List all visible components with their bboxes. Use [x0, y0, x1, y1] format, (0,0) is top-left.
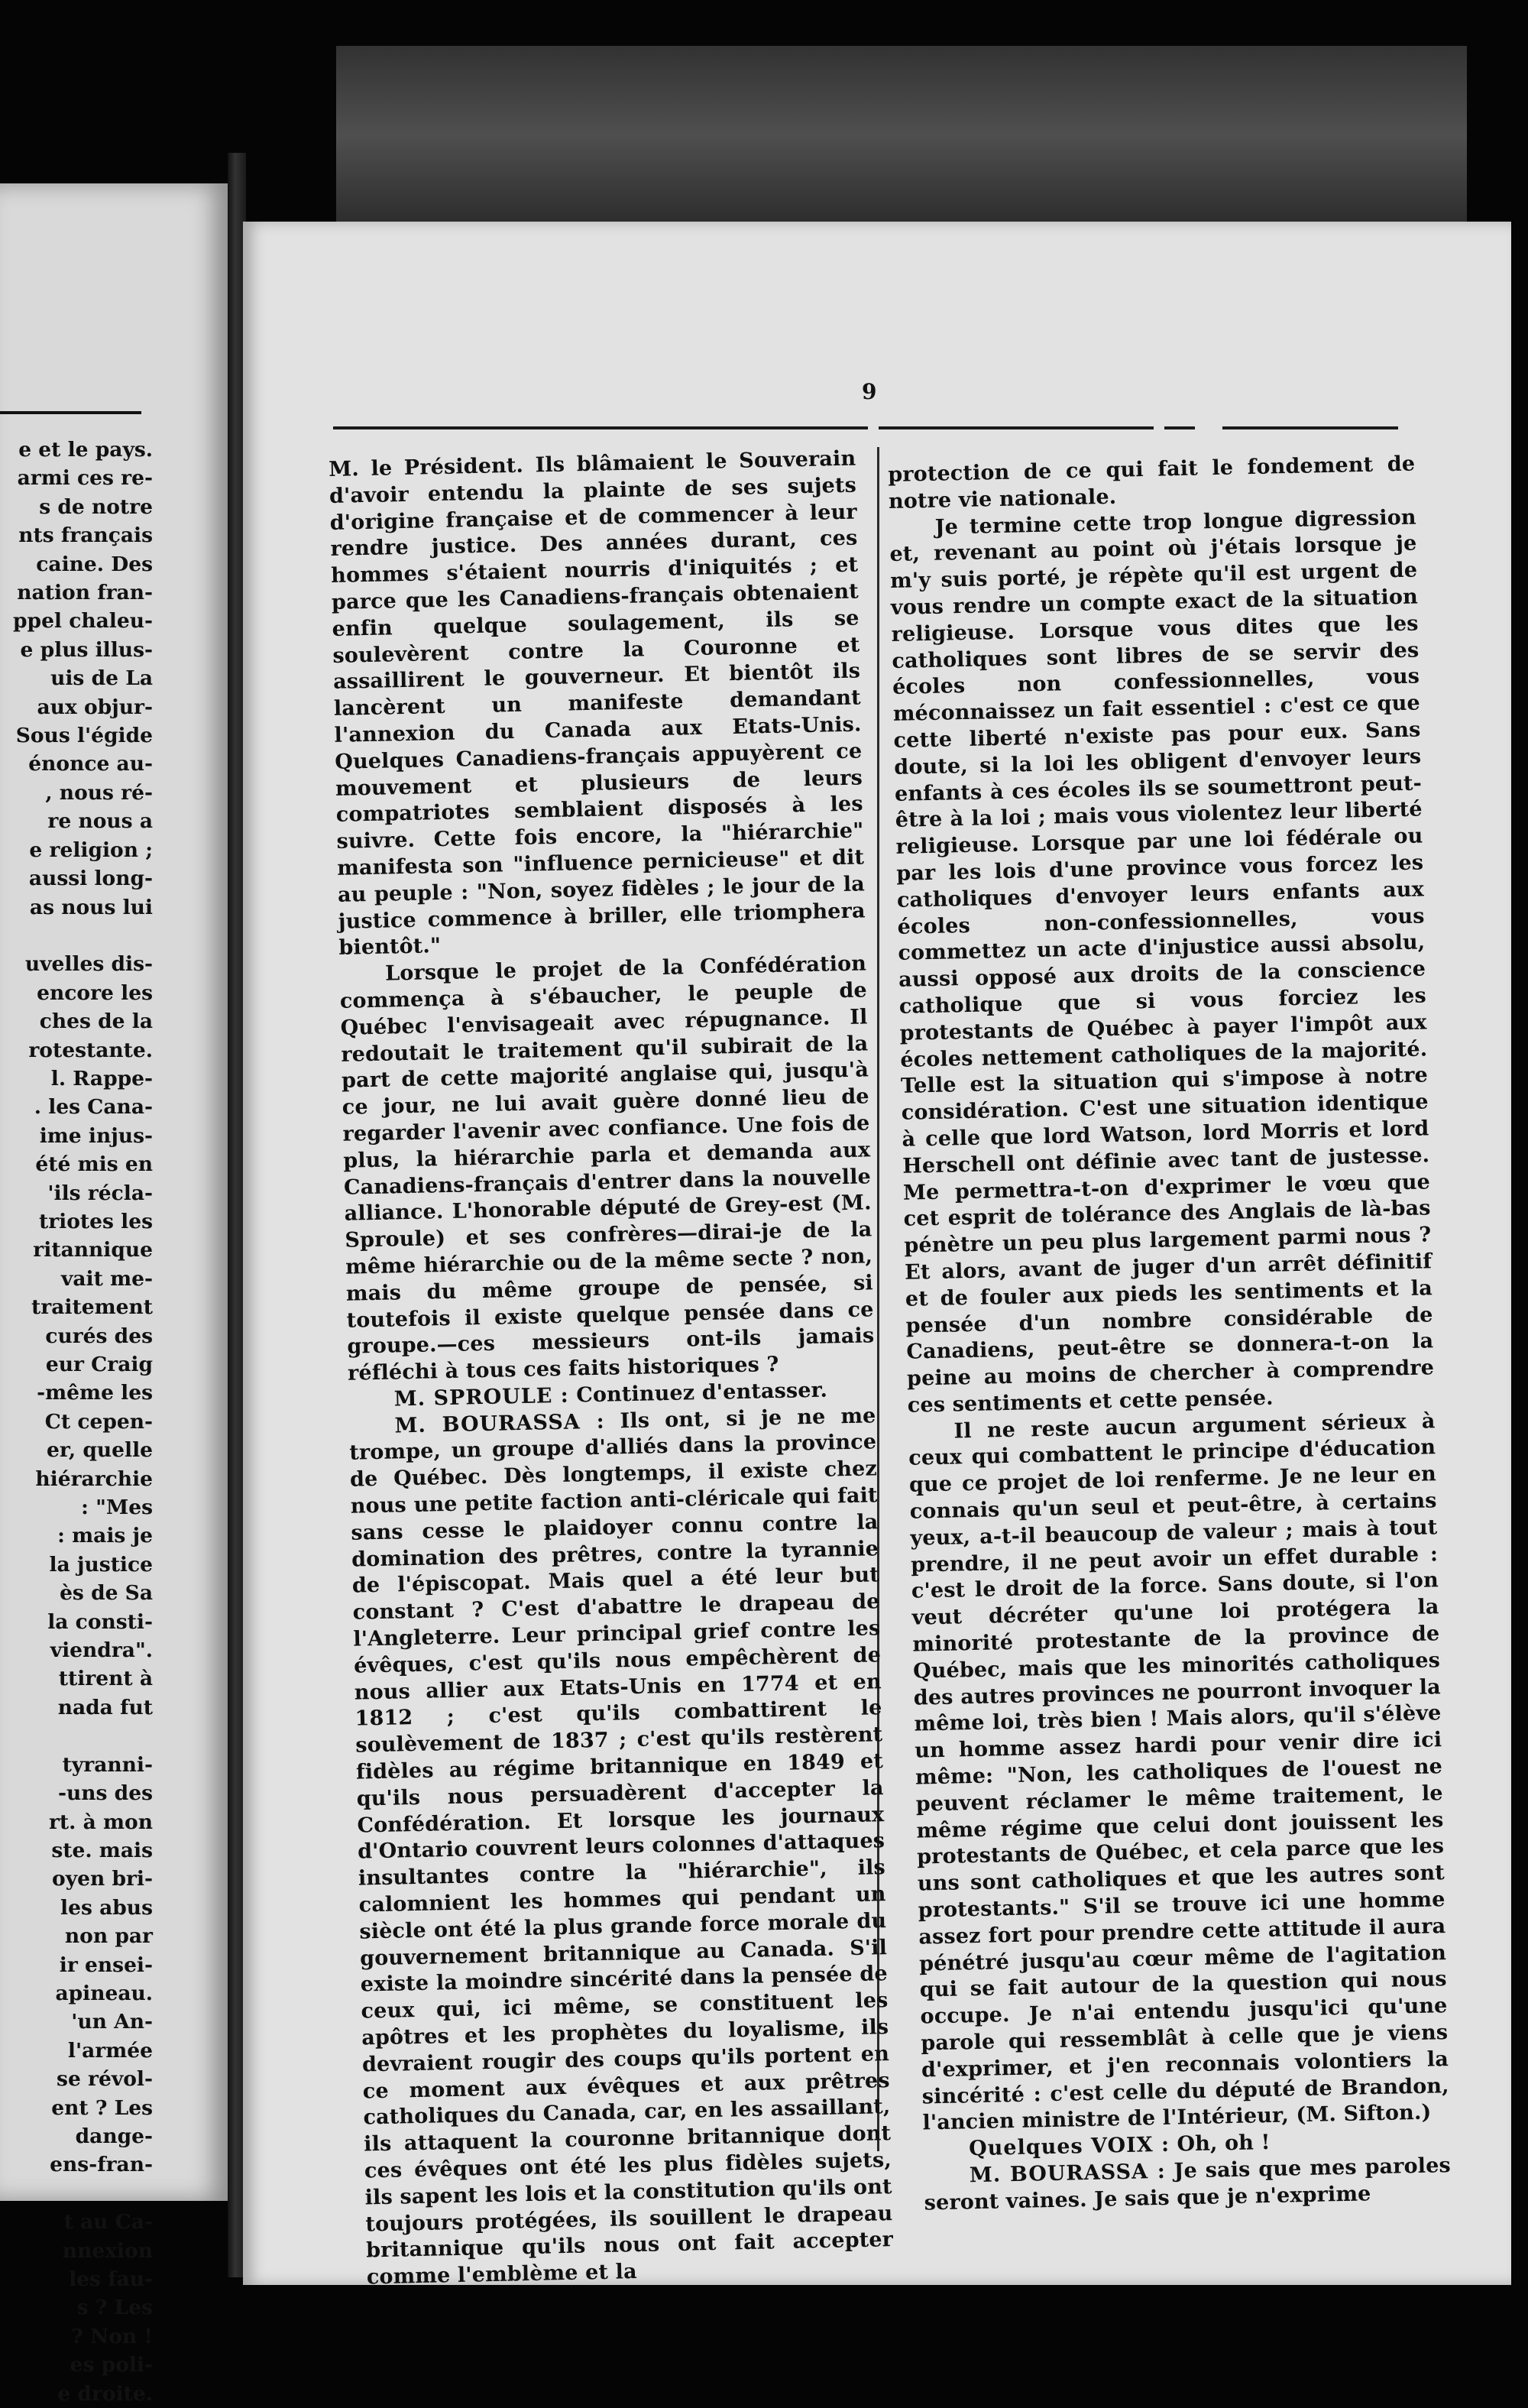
speech-paragraph: [924, 2153, 1452, 2217]
previous-page-line: ches de la: [39, 1010, 153, 1034]
previous-page-line: énonce au-: [28, 752, 153, 776]
previous-page-line: ès de Sa: [60, 1581, 153, 1606]
previous-page-line: [0, 1722, 153, 1750]
previous-page-line: uis de La: [50, 666, 153, 691]
previous-page-line: encore les: [37, 980, 153, 1005]
previous-page-line: uvelles dis-: [24, 952, 153, 977]
left-column: [329, 446, 894, 2292]
previous-page-line: -même les: [37, 1381, 153, 1405]
previous-page-line: la justice: [49, 1552, 153, 1577]
previous-page-line: traitement: [31, 1295, 153, 1320]
previous-page-line: es poli-: [70, 2353, 153, 2377]
previous-page-line: l. Rappe-: [50, 1066, 153, 1091]
previous-page-line: triotes les: [38, 1209, 153, 1233]
previous-page-line: 'ils récla-: [47, 1181, 153, 1205]
speaker-name: M. SPROULE :: [393, 1383, 570, 1411]
previous-page-line: apineau.: [55, 1981, 153, 2005]
previous-page-line: rt. à mon: [48, 1810, 153, 1834]
previous-page-line: ? Non !: [71, 2324, 153, 2348]
previous-page-line: aussi long-: [28, 867, 153, 891]
previous-page-line: nnexion: [62, 2238, 153, 2263]
speaker-name: M. BOURASSA :: [394, 1409, 605, 1438]
previous-page-line: , nous ré-: [45, 780, 153, 805]
paragraph: protection de ce qui fait le fondement de notre vie nationale.: [888, 452, 1416, 514]
previous-page-line: Sous l'égide: [15, 724, 153, 748]
previous-page-line: ttirent à: [58, 1667, 153, 1691]
paragraph: M. le Président. Ils blâmaient le Souverain d'avoir entendu la plainte de ses sujets d'origine française et de commencer à leur rendre justice. Des années durant, ces hommes s'étaient nourris d'iniquités ; et parce que les Canadiens-français obtenaient enfin quelque soulagement, ils se soulevèrent contre la Couronne et assaillirent le gouverneur. Et bientôt ils lancèrent un manifeste demandant l'annexion du Canada aux Etats-Unis. Quelques Canadiens-français appuyèrent ce mouvement et plusieurs de leurs compatriotes semblaient disposés à les suivre. Cette fois encore, la "hiérarchie" manifesta son "influence pernicieuse" et dit au peuple : "Non, soyez fidèles ; le jour de la justice commence à briller, elle triomphera bientôt.": [329, 446, 866, 961]
previous-page-line: nada fut: [57, 1695, 153, 1719]
previous-page-line: nts français: [18, 523, 153, 548]
microfilm-shadow: [336, 46, 1467, 245]
previous-page-line: curés des: [45, 1324, 153, 1348]
previous-page-line: vait me-: [60, 1266, 153, 1291]
previous-page-line: l'armée: [67, 2038, 153, 2063]
right-column: [888, 452, 1452, 2218]
previous-page-line: été mis en: [35, 1152, 153, 1177]
previous-page-line: armi ces re-: [17, 466, 153, 491]
header-rule: [1222, 426, 1398, 429]
previous-page-line: caine. Des: [36, 552, 153, 576]
previous-page-line: -uns des: [58, 1781, 153, 1806]
speaker-name: M. BOURASSA :: [969, 2159, 1167, 2188]
previous-page-line: ens-fran-: [50, 2153, 153, 2177]
previous-page-line: re nous a: [47, 809, 153, 834]
previous-page-line: . les Cana-: [34, 1095, 153, 1120]
previous-page-line: as nous lui: [29, 895, 153, 919]
previous-page-line: rotestante.: [28, 1038, 153, 1062]
previous-page-line: ste. mais: [51, 1838, 153, 1862]
previous-page-rule: [0, 411, 141, 414]
previous-page-line: ent ? Les: [51, 2095, 153, 2120]
previous-page-line: e religion ;: [29, 838, 153, 862]
header-rule: [879, 426, 1154, 429]
previous-page-line: non par: [64, 1924, 153, 1949]
previous-page-line: ritannique: [33, 1238, 153, 1262]
previous-page-line: [0, 2180, 153, 2208]
previous-page-line: viendra".: [50, 1638, 153, 1663]
previous-page-line: e droite.: [57, 2381, 153, 2406]
previous-page-line: e et le pays.: [18, 438, 153, 462]
previous-page-line: eur Craig: [45, 1353, 153, 1376]
previous-page-line: aux objur-: [37, 695, 153, 719]
speech-text: Je sais que mes paroles seront vaines. Je sais que je n'exprime: [924, 2154, 1452, 2215]
page-number: 9: [862, 379, 877, 404]
speech-paragraph: [348, 1403, 894, 2291]
previous-page-line: ir ensei-: [59, 1953, 153, 1977]
paragraph: Lorsque le projet de la Confédération commença à s'ébaucher, le peuple de Québec l'envisageait avec répugnance. Il redoutait le traitement qu'il subirait de la part de cette majorité anglaise qui, jusqu'à ce jour, ne lui avait guère donné lieu de regarder l'avenir avec confiance. Une fois de plus, la hiérarchie parla et demanda aux Canadiens-français d'entrer dans la nouvelle alliance. L'honorable député de Grey-est (M. Sproule) et ses confrères—dirai-je de la même hiérarchie ou de la même secte ? non, mais du même groupe de pensée, si toutefois il existe quelque pensée dans ce groupe.—ces messieurs ont-ils jamais réfléchi à tous ces faits historiques ?: [339, 951, 875, 1385]
previous-page-line: oyen bri-: [52, 1867, 153, 1891]
speech-text: Continuez d'entasser.: [568, 1378, 828, 1408]
previous-page-line: 'un An-: [71, 2010, 153, 2034]
previous-page-line: nation fran-: [17, 581, 153, 605]
previous-page-line: s ? Les: [76, 2296, 153, 2320]
previous-page-line: ime injus-: [39, 1123, 153, 1148]
previous-page-fragment: [0, 183, 229, 2406]
previous-page-line: : "Mes: [81, 1496, 153, 1520]
previous-page-line: : mais je: [57, 1524, 153, 1548]
previous-page-line: se révol-: [57, 2067, 153, 2092]
previous-page-text: [0, 436, 153, 2408]
previous-page-line: les fau-: [69, 2267, 153, 2291]
previous-page-line: [0, 922, 153, 950]
speech-text: Ils ont, si je ne me trompe, un groupe d'alliés dans la province de Québec. Dès longtemps, il existe chez nous une petite faction anti-cléricale qui fait sans cesse le plaidoyer connu contre la domination des prêtres, contre la tyrannie de l'épiscopat. Mais quel a été leur but constant ? C'est d'abattre le drapeau de l'Angleterre. Leur principal grief contre les évêques, c'est qu'ils nous empêchèrent de nous allier aux Etats-Unis en 1774 et en 1812 ; c'est qu'ils combattirent le soulèvement de 1837 ; c'est qu'ils restèrent fidèles au régime britannique en 1849 et qu'ils nous persuadèrent d'accepter la Confédération. Et lorsque les journaux d'Ontario couvrent leurs colonnes d'attaques insultantes contre la "hiérarchie", ils calomnient les hommes qui pendant un siècle ont été la plus grande force morale du gouvernement britannique au Canada. S'il existe la moindre sincérité dans la pensée de ceux qui, ici même, se constituent les apôtres et les prophètes du loyalisme, ils devraient rougir des coups qu'ils portent en ce moment aux évêques et aux prêtres catholiques du Canada, car, en les assaillant, ils attaquent la couronne britannique dont ces évêques ont été les plus fidèles sujets, ils sapent les lois et la constitution qu'ils ont toujours protégées, ils souillent le drapeau britannique qu'ils nous ont fait accepter comme l'emblème et la: [348, 1403, 894, 2290]
previous-page-line: s de notre: [39, 494, 153, 519]
paragraph: Il ne reste aucun argument sérieux à ceux qui combattent le principe d'éducation que ce projet de loi renferme. Je ne leur en connais qu'un seul et peut-être, à certains yeux, a-t-il beaucoup de valeur ; mais à tout prendre, il ne peut avoir un effet durable : c'est le droit de la force. Sans doute, si l'on veut décréter qu'une loi protégera la minorité protestante de la province de Québec, mais que les minorités catholiques des autres provinces ne pourront invoquer la même loi, très bien ! Mais alors, qu'il s'élève un homme assez hardi pour venir dire ici même: "Non, les catholiques de l'ouest ne peuvent réclamer le même traitement, le même régime que celui dont jouissent les protestants de Québec, et cela parce que les uns sont catholiques et que les autres sont protestants." S'il se trouve ici une homme assez fort pour prendre cette attitude il aura pénétré jusqu'au cœur même de l'agitation qui se fait autour de la question qui nous occupe. Je n'ai entendu jusqu'ici qu'une parole qui ressemblât à celle que je viens d'exprimer, et j'en reconnais volontiers la sincérité : c'est celle du député de Brandon, l'ancien ministre de l'Intérieur, (M. Sifton.): [908, 1408, 1449, 2135]
speaker-name: Quelques VOIX :: [968, 2132, 1170, 2161]
previous-page-line: e plus illus-: [20, 637, 153, 662]
previous-page-line: Ct cepen-: [44, 1409, 153, 1434]
header-rule: [1164, 426, 1195, 429]
previous-page-line: la consti-: [47, 1609, 153, 1634]
header-rule: [333, 426, 868, 429]
previous-page-line: dange-: [75, 2124, 153, 2148]
previous-page-line: hiérarchie: [35, 1467, 153, 1491]
previous-page-line: ppel chaleu-: [13, 609, 153, 634]
previous-page-line: er, quelle: [47, 1438, 153, 1463]
paragraph: Je termine cette trop longue digression et, revenant au point où j'étais lorsque je m'y suis porté, je répète qu'il est urgent de vous rendre un compte exact de la situation religieuse. Lorsque vous dites que les catholiques sont libres de se servir des écoles non confessionnelles, vous méconnaissez un fait essentiel : c'est ce que cette liberté n'existe pas pour eux. Sans doute, si la loi les obligent d'envoyer leurs enfants à ces écoles ils se soumettront peut-être à la loi ; mais vous violentez leur liberté religieuse. Lorsque par une loi fédérale ou par les lois d'une province vous forcez les catholiques d'envoyer leurs enfants aux écoles non-confessionnelles, vous commettez un acte d'injustice aussi absolu, aussi opposé aux droits de la conscience catholique que si vous forciez les protestants de Québec à payer l'impôt aux écoles nettement catholiques de la majorité. Telle est la situation qui s'impose à notre considération. C'est une situation identique à celle que lord Watson, lord Morris et lord Herschell ont définie avec tant de justesse. Me permettra-t-on d'exprimer le vœu que cet esprit de tolérance des Anglais de là-bas pénètre un peu plus largement parmi nous ? Et alors, avant de juger d'un arrêt définitif et de fouler aux pieds les sentiments et la pensée d'un nombre considérable de Canadiens, peut-être se donnera-t-on la peine au moins de chercher à comprendre ces sentiments et cette pensée.: [889, 505, 1435, 1418]
previous-page-line: t au Ca-: [63, 2210, 153, 2235]
previous-page-line: tyranni-: [62, 1752, 153, 1777]
speech-text: Oh, oh !: [1169, 2131, 1271, 2157]
previous-page-line: les abus: [60, 1895, 153, 1920]
